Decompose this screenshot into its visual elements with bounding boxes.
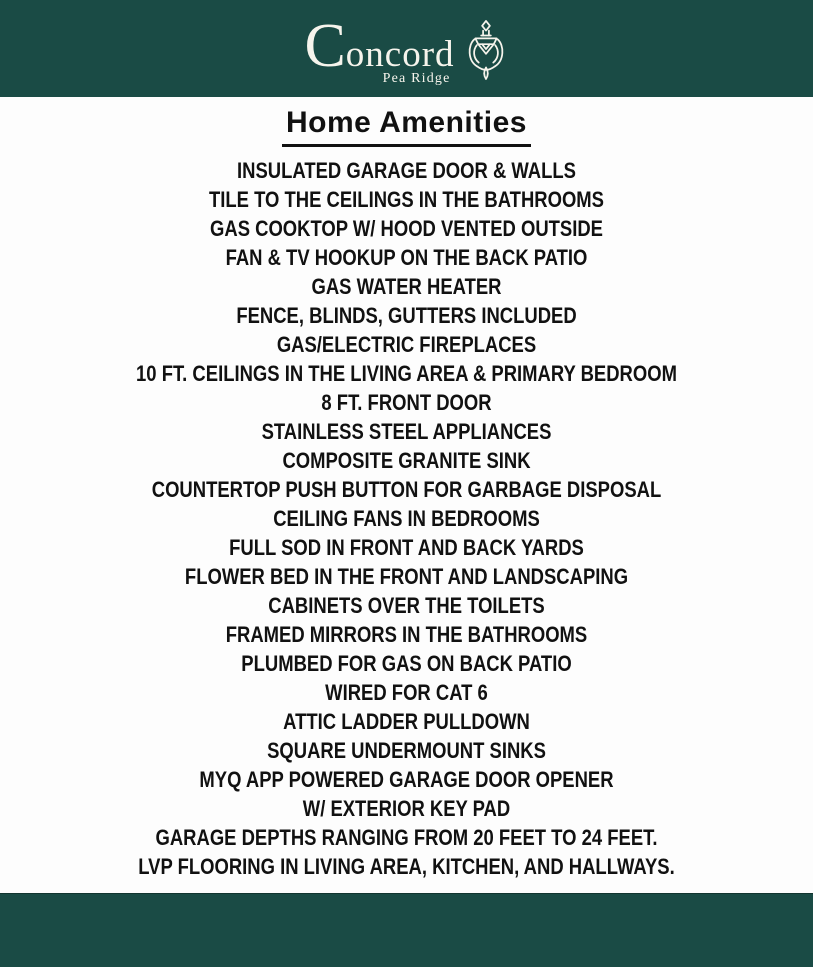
amenity-item: CABINETS OVER THE TOILETS [268,593,545,618]
amenity-item: GARAGE DEPTHS RANGING FROM 20 FEET TO 24 FEET. [155,825,658,850]
amenity-item: SQUARE UNDERMOUNT SINKS [267,738,546,763]
amenity-item: WIRED FOR CAT 6 [325,680,488,705]
amenity-item: COUNTERTOP PUSH BUTTON FOR GARBAGE DISPOSAL [151,477,662,502]
amenity-item: 10 FT. CEILINGS IN THE LIVING AREA & PRIMARY BEDROOM [136,361,677,386]
amenity-item: STAINLESS STEEL APPLIANCES [261,419,552,444]
footer-band [0,893,813,967]
amenity-item: 8 FT. FRONT DOOR [321,390,492,415]
logo-location: Pea Ridge [382,70,451,86]
amenity-item: COMPOSITE GRANITE SINK [282,448,531,473]
amenity-item: LVP FLOORING IN LIVING AREA, KITCHEN, AND HALLWAYS. [138,854,675,879]
amenity-item: CEILING FANS IN BEDROOMS [273,506,540,531]
concord-logo [304,11,508,87]
amenity-item: PLUMBED FOR GAS ON BACK PATIO [241,651,572,676]
amenity-item: FRAMED MIRRORS IN THE BATHROOMS [225,622,588,647]
amenity-item: GAS/ELECTRIC FIREPLACES [276,332,537,357]
amenity-item: FENCE, BLINDS, GUTTERS INCLUDED [236,303,577,328]
logo-textblock [304,11,455,87]
door-knocker-icon [463,19,509,81]
logo-name: Concord [304,11,455,80]
amenity-item: FAN & TV HOOKUP ON THE BACK PATIO [225,245,588,270]
header-band [0,0,813,97]
amenity-item: FLOWER BED IN THE FRONT AND LANDSCAPING [184,564,629,589]
page-title: Home Amenities [282,107,531,147]
amenity-item: INSULATED GARAGE DOOR & WALLS [237,158,576,183]
amenity-item: FULL SOD IN FRONT AND BACK YARDS [229,535,584,560]
amenity-item: TILE TO THE CEILINGS IN THE BATHROOMS [209,187,604,212]
amenity-item: ATTIC LADDER PULLDOWN [283,709,530,734]
amenity-item: W/ EXTERIOR KEY PAD [302,796,511,821]
amenity-item: MYQ APP POWERED GARAGE DOOR OPENER [199,767,614,792]
content-area [0,97,813,881]
amenity-item: GAS COOKTOP W/ HOOD VENTED OUTSIDE [210,216,603,241]
amenity-item: GAS WATER HEATER [311,274,502,299]
amenities-list [0,156,813,881]
